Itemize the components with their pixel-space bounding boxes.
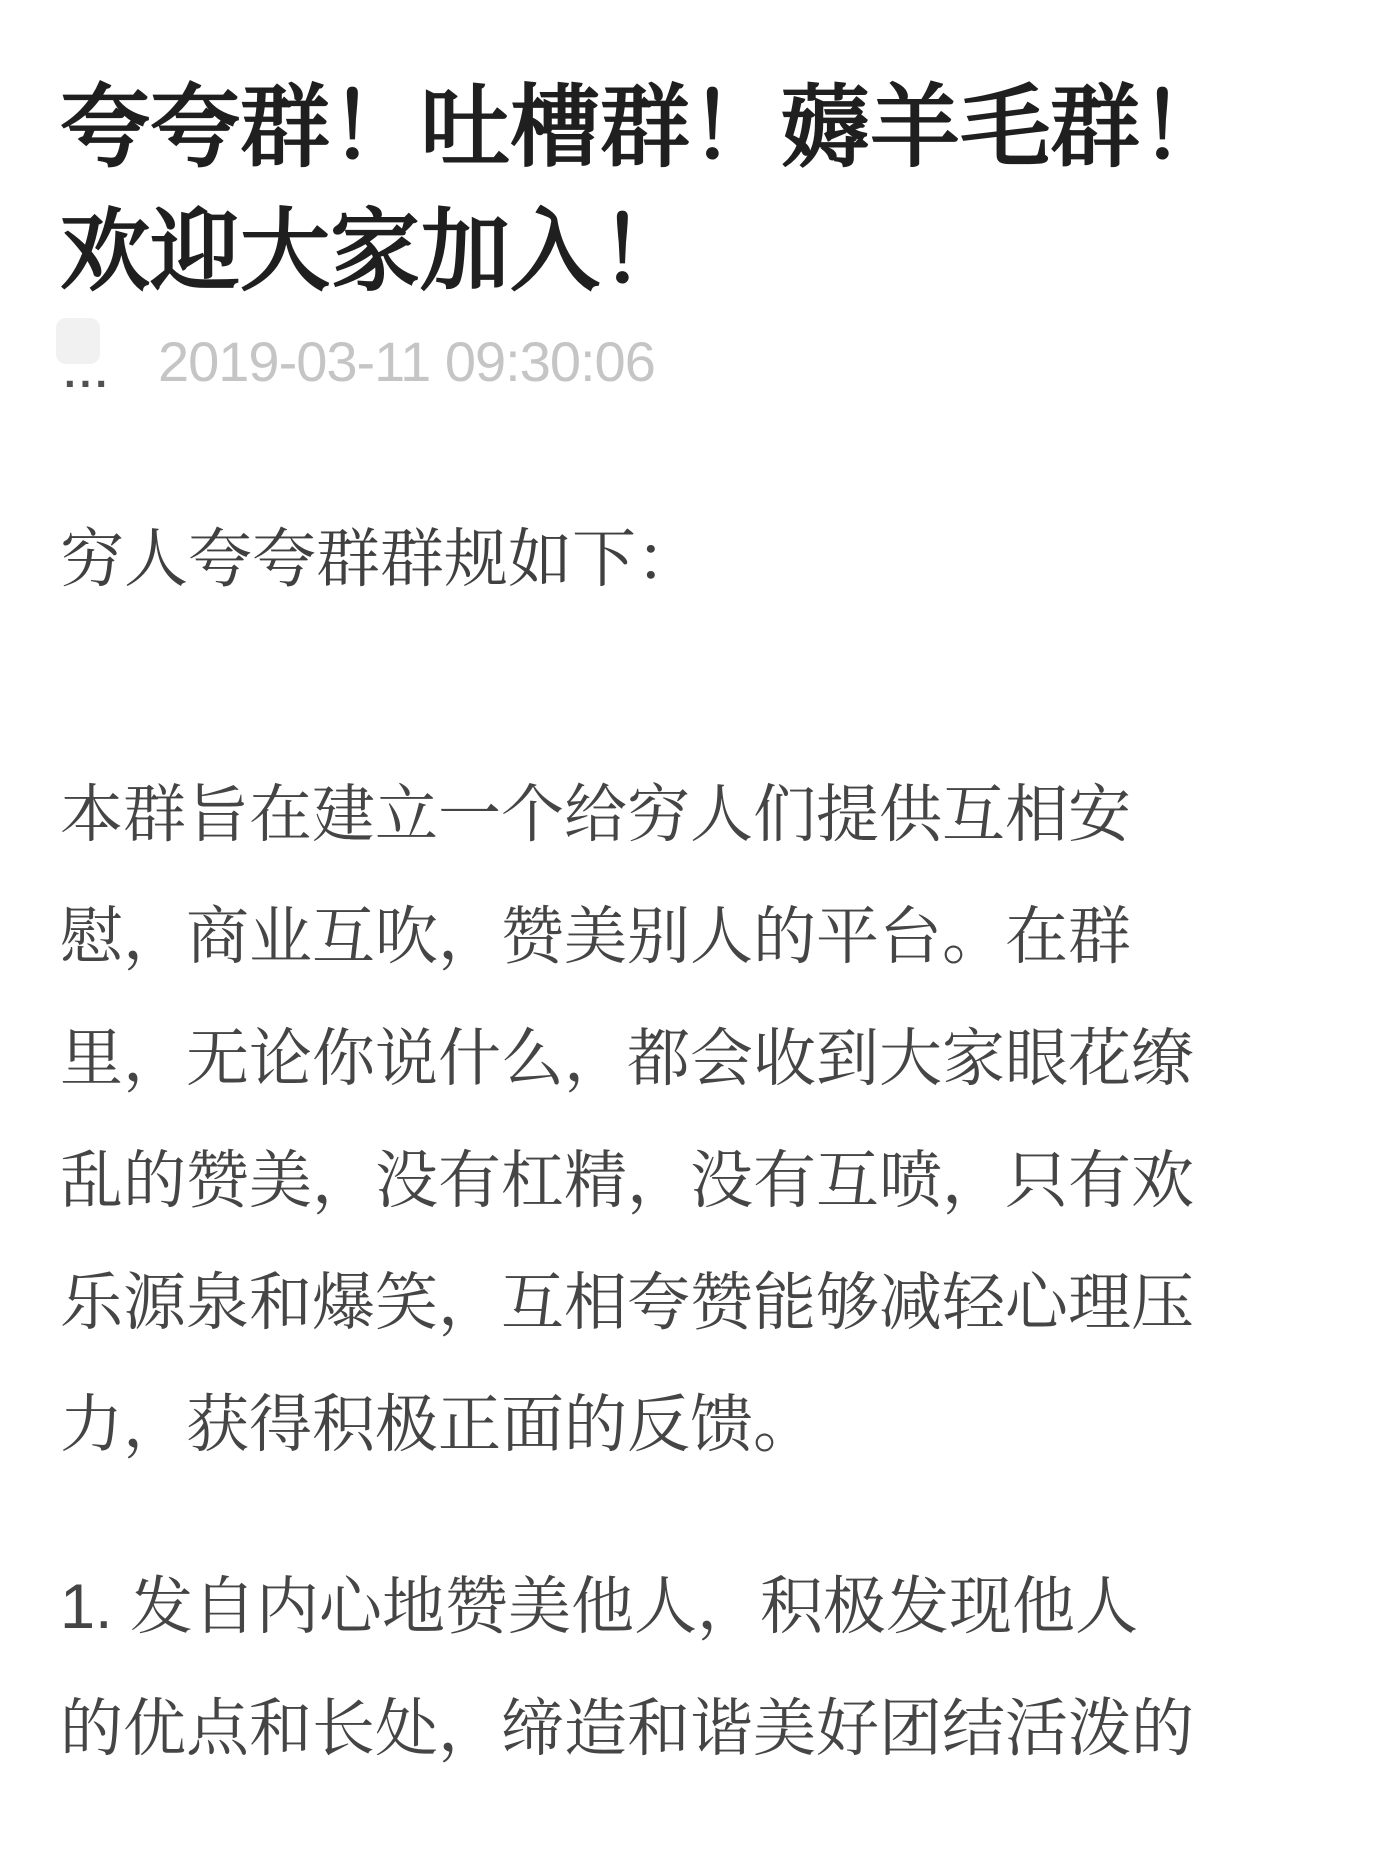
post-title-line-1: 夸夸群！吐槽群！薅羊毛群！ <box>60 78 1230 179</box>
post-title <box>60 66 1230 314</box>
rules-heading: 穷人夸夸群群规如下： <box>60 523 700 595</box>
post-title-line-2: 欢迎大家加入！ <box>60 202 690 303</box>
intro-paragraph-line-1: 本群旨在建立一个给穷人们提供互相安 <box>60 780 1131 850</box>
intro-paragraph <box>60 754 1194 1486</box>
intro-paragraph-line-5: 乐源泉和爆笑，互相夸赞能够减轻心理压 <box>60 1268 1194 1338</box>
intro-paragraph-line-2: 慰，商业互吹，赞美别人的平台。在群 <box>60 902 1131 972</box>
rule-item-1-line-2: 的优点和长处，缔造和谐美好团结活泼的 <box>60 1694 1194 1764</box>
post-timestamp: 2019-03-11 09:30:06 <box>158 330 655 393</box>
intro-paragraph-line-6: 力，获得积极正面的反馈。 <box>60 1390 816 1460</box>
intro-paragraph-line-4: 乱的赞美，没有杠精，没有互喷，只有欢 <box>60 1146 1194 1216</box>
author-ellipsis: ... <box>64 349 112 396</box>
intro-paragraph-line-3: 里，无论你说什么，都会收到大家眼花缭 <box>60 1024 1194 1094</box>
rule-item-1 <box>60 1546 1194 1790</box>
rule-item-1-line-1: 1. 发自内心地赞美他人，积极发现他人 <box>60 1572 1139 1642</box>
